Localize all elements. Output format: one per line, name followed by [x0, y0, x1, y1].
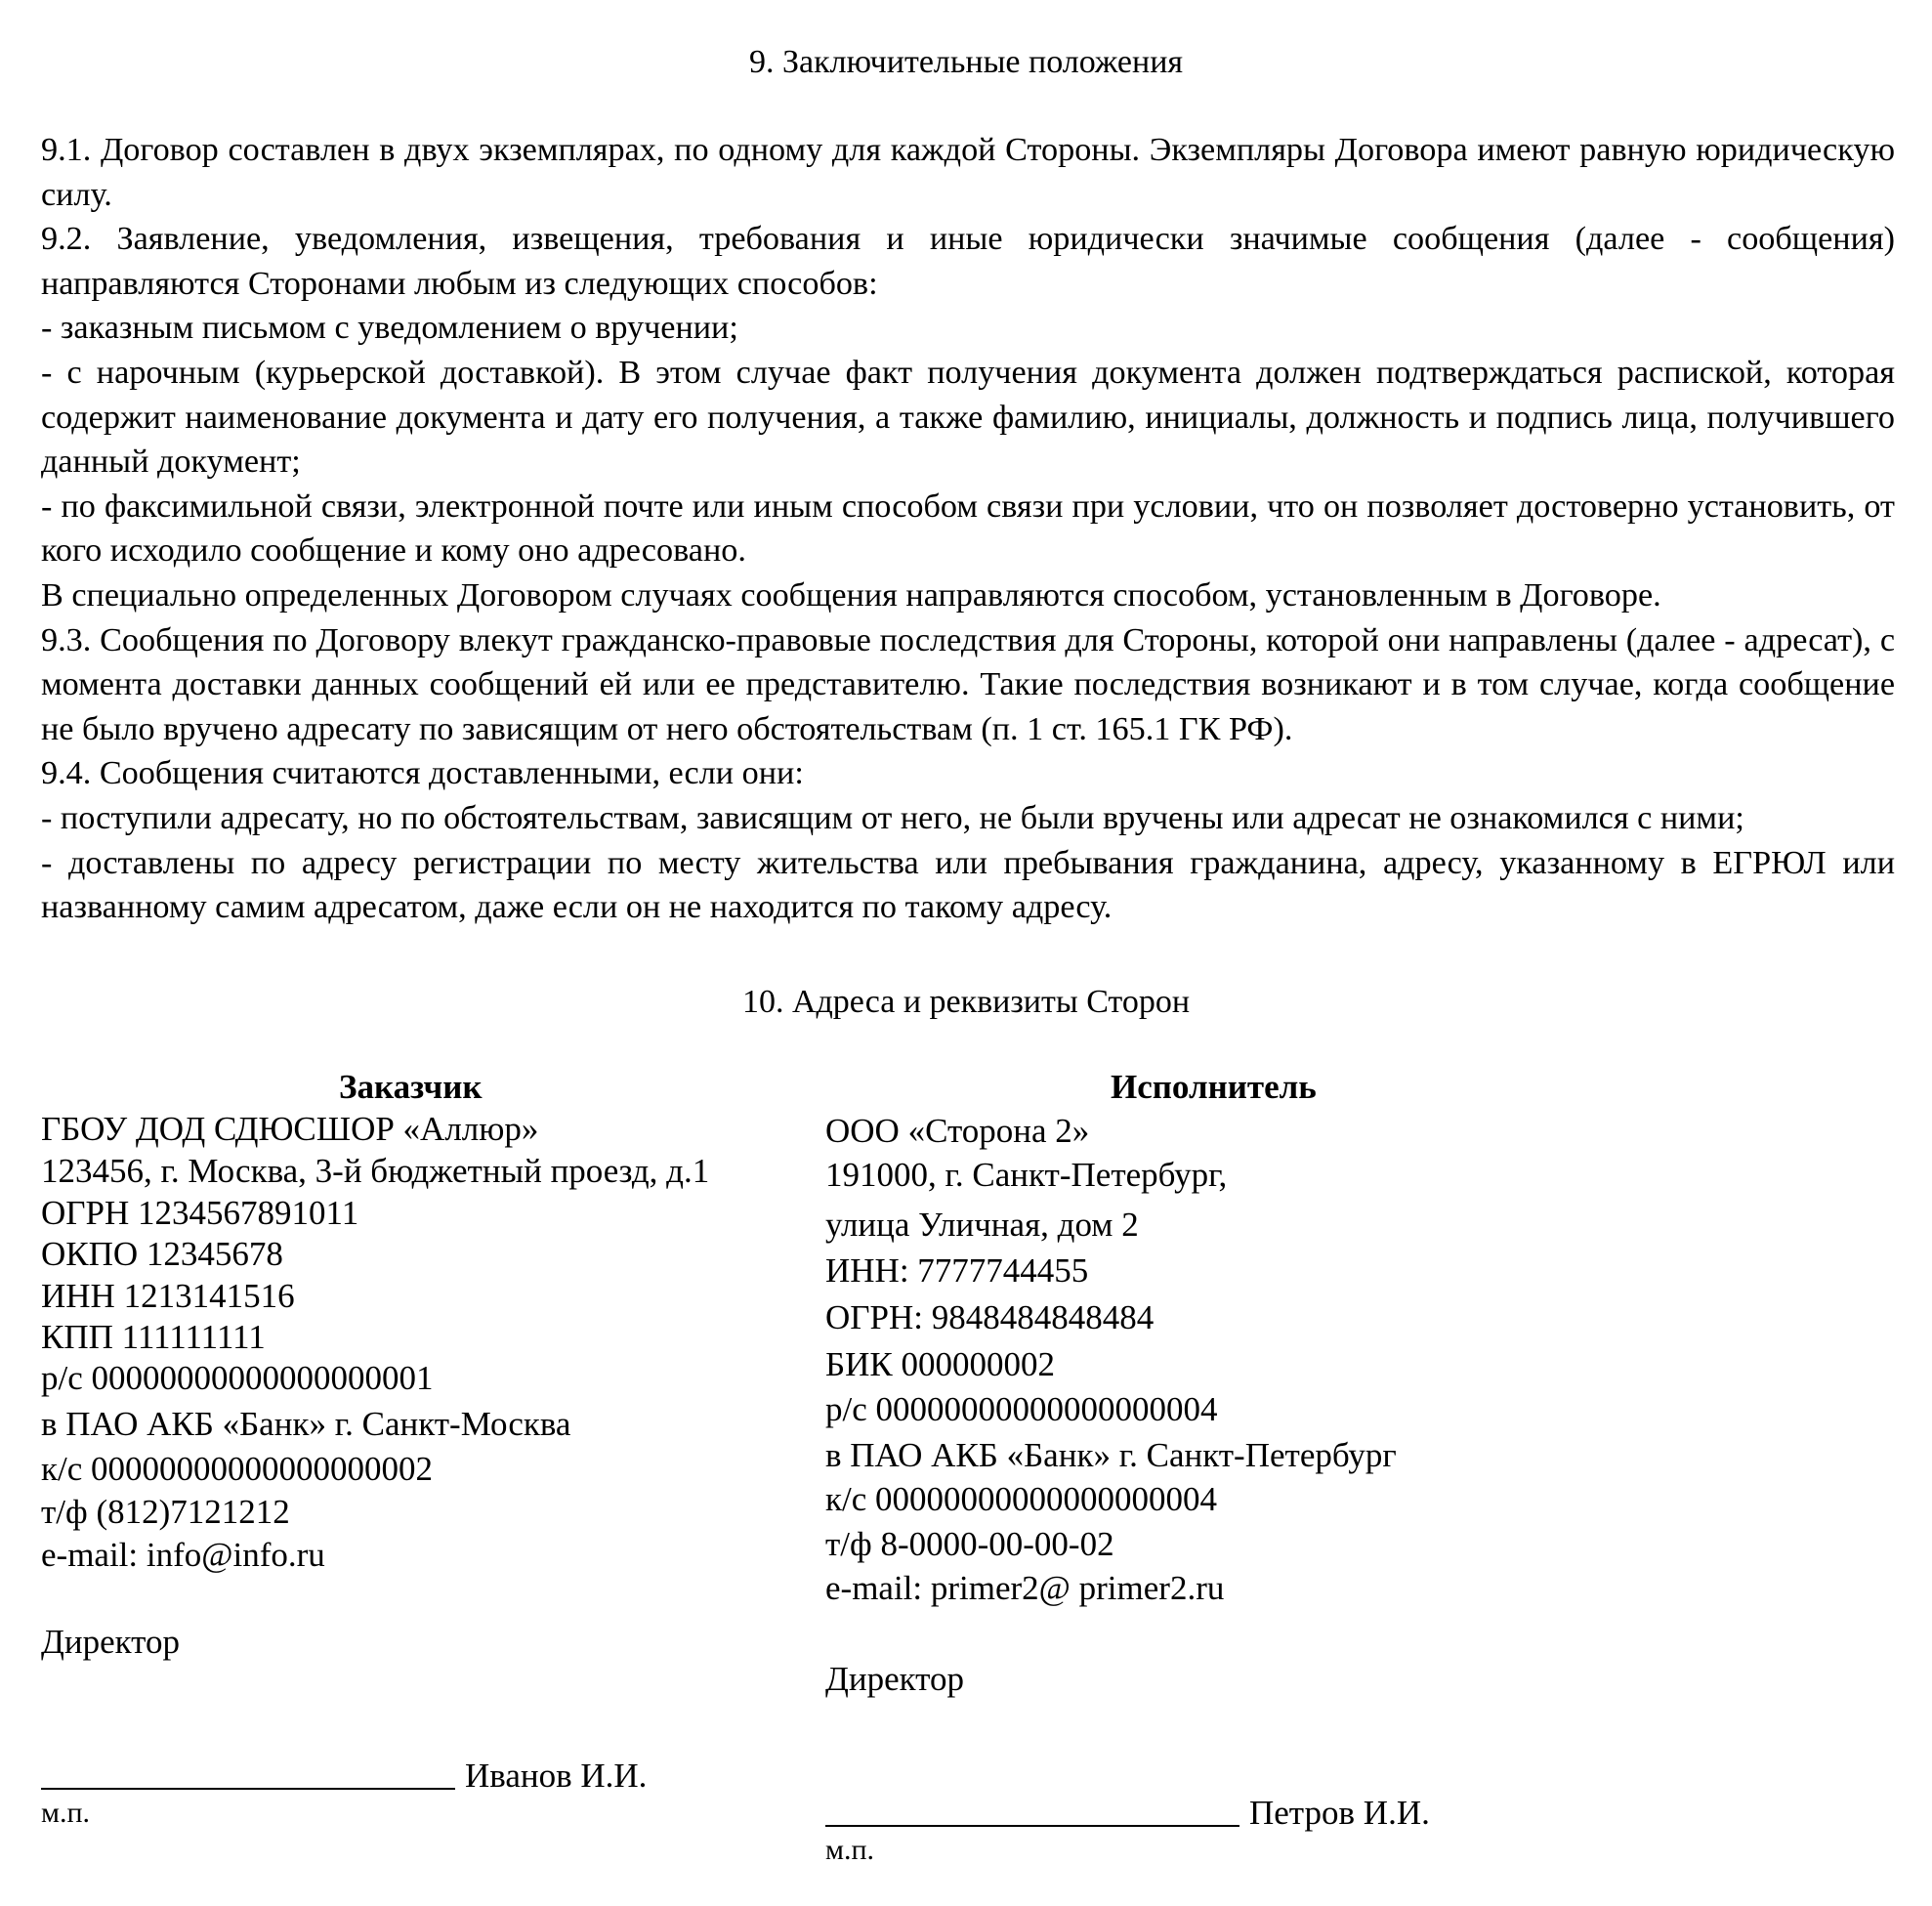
customer-inn: ИНН 1213141516 — [41, 1277, 295, 1315]
contractor-bank: в ПАО АКБ «Банк» г. Санкт-Петербург — [825, 1436, 1397, 1474]
customer-signatory: Иванов И.И. — [465, 1757, 648, 1795]
contractor-stamp-label: м.п. — [825, 1834, 875, 1866]
customer-phone: т/ф (812)7121212 — [41, 1493, 290, 1531]
clause-9-2-method-registered-mail: - заказным письмом с уведомлением о вручении; — [41, 310, 738, 347]
customer-stamp-label: м.п. — [41, 1797, 91, 1829]
clause-9-3: 9.3. Сообщения по Договору влекут гражданско-правовые последствия для Стороны, которой они направлены (далее - адресат), с момента доставки данных сообщений ей или ее представителю. Такие последствия возникают и в том случае, когда сообщение не было вручено адресату по зависящим от него обстоятельствам (п. 1 ст. 165.1 ГК РФ). — [41, 621, 1895, 747]
customer-kpp: КПП 111111111 — [41, 1318, 266, 1356]
customer-signature-line[interactable] — [41, 1788, 455, 1790]
contractor-signature-line[interactable] — [825, 1825, 1239, 1827]
contractor-signature-row — [825, 1794, 1430, 1833]
customer-address: 123456, г. Москва, 3-й бюджетный проезд, д.1 — [41, 1152, 710, 1190]
customer-settlement-account: р/с 00000000000000000001 — [41, 1359, 434, 1397]
section-9-title: 9. Заключительные положения — [748, 44, 1184, 80]
contractor-settlement-account: р/с 00000000000000000004 — [825, 1390, 1218, 1428]
section-9-body — [41, 128, 1895, 930]
contractor-signatory: Петров И.И. — [1249, 1794, 1430, 1832]
contractor-heading: Исполнитель — [1111, 1068, 1317, 1106]
clause-9-2-method-fax-email: - по факсимильной связи, электронной почте или иным способом связи при условии, что он позволяет достоверно установить, от кого исходило сообщение и кому оно адресовано. — [41, 487, 1895, 570]
clause-9-1: 9.1. Договор составлен в двух экземплярах, по одному для каждой Стороны. Экземпляры Договора имеют равную юридическую силу. — [41, 132, 1895, 213]
customer-email: e-mail: info@info.ru — [41, 1536, 325, 1574]
contractor-name: ООО «Сторона 2» — [825, 1112, 1090, 1150]
customer-correspondent-account: к/с 00000000000000000002 — [41, 1450, 434, 1488]
customer-ogrn: ОГРН 1234567891011 — [41, 1194, 359, 1232]
contractor-address-city: 191000, г. Санкт-Петербург, — [825, 1156, 1228, 1194]
clause-9-2: 9.2. Заявление, уведомления, извещения, требования и иные юридически значимые сообщения (далее - сообщения) направляются Сторонами любым из следующих способов: — [41, 221, 1895, 302]
contractor-ogrn: ОГРН: 9848484848484 — [825, 1298, 1155, 1336]
clause-9-4-item-delivered: - доставлены по адресу регистрации по месту жительства или пребывания гражданина, адресу, указанному в ЕГРЮЛ или названному самим адресатом, даже если он не находится по такому адресу. — [41, 844, 1895, 926]
contractor-bik: БИК 000000002 — [825, 1345, 1055, 1383]
customer-okpo: ОКПО 12345678 — [41, 1235, 283, 1273]
customer-position: Директор — [41, 1623, 181, 1661]
contractor-position: Директор — [825, 1660, 965, 1698]
contractor-email: e-mail: primer2@ primer2.ru — [825, 1569, 1225, 1607]
contractor-phone: т/ф 8-0000-00-00-02 — [825, 1525, 1114, 1563]
contractor-address-street: улица Уличная, дом 2 — [825, 1206, 1139, 1244]
clause-9-4: 9.4. Сообщения считаются доставленными, если они: — [41, 755, 804, 792]
clause-9-4-item-received: - поступили адресату, но по обстоятельствам, зависящим от него, не были вручены или адресат не ознакомился с ними; — [41, 799, 1744, 836]
customer-heading: Заказчик — [339, 1068, 483, 1106]
contractor-inn: ИНН: 7777744455 — [825, 1251, 1089, 1290]
clause-9-2-special-cases: В специально определенных Договором случаях сообщения направляются способом, установленным в Договоре. — [41, 576, 1661, 614]
clause-9-2-method-courier: - с нарочным (курьерской доставкой). В этом случае факт получения документа должен подтверждаться распиской, которая содержит наименование документа и дату его получения, а также фамилию, инициалы, должность и подпись лица, получившего данный документ; — [41, 354, 1895, 481]
customer-name: ГБОУ ДОД СДЮСШОР «Аллюр» — [41, 1110, 539, 1148]
section-10-title: 10. Адреса и реквизиты Сторон — [741, 984, 1191, 1020]
customer-bank: в ПАО АКБ «Банк» г. Санкт-Москва — [41, 1405, 571, 1443]
customer-signature-row — [41, 1757, 647, 1796]
contractor-correspondent-account: к/с 00000000000000000004 — [825, 1480, 1218, 1518]
